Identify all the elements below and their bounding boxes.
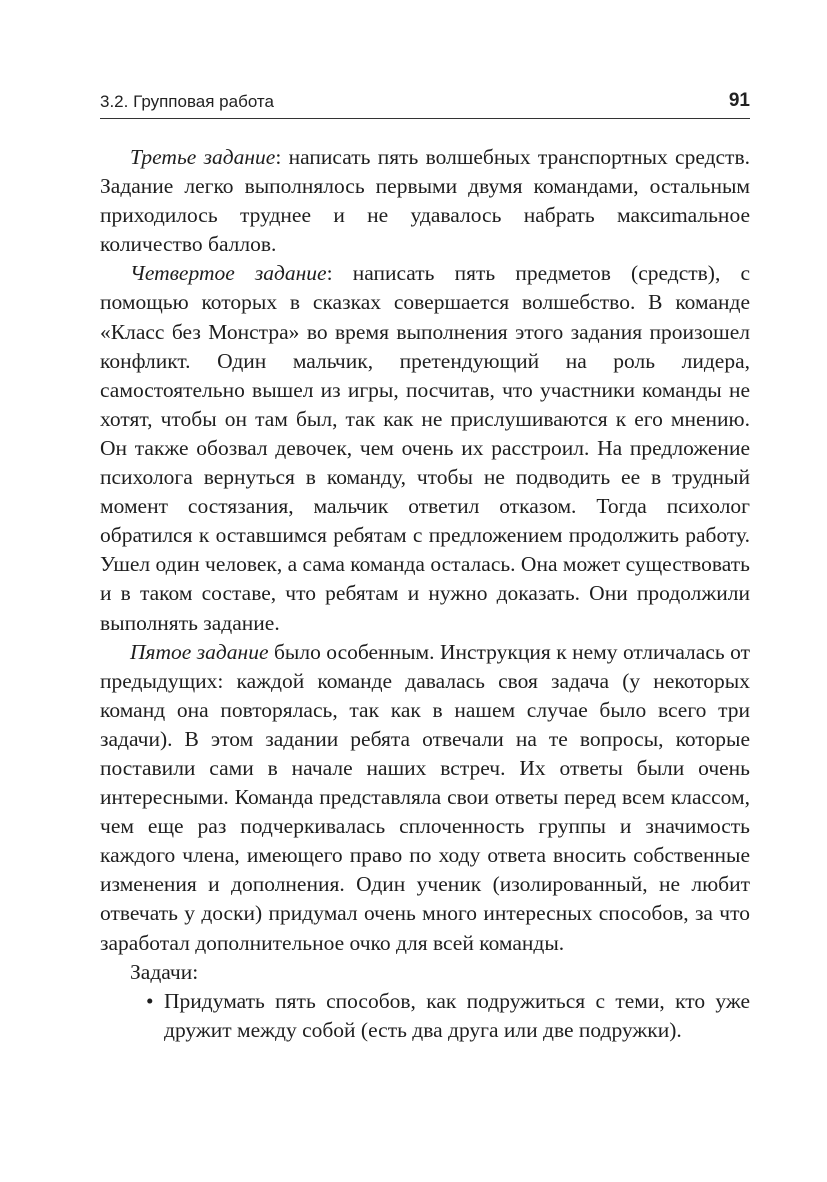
- tasks-list: [100, 987, 750, 1045]
- paragraph-task-5: [100, 638, 750, 958]
- task-4-text: : написать пять предметов (средств), с помощью которых в сказках совершается волшебство. В команде «Класс без Монстра» во время выполнения этого задания произошел конфликт. Один мальчик, претендующий на роль лидера, самостоятельно вышел из игры, посчитав, что участники команды не хотят, чтобы он там был, так как не прислушиваются к его мнению. Он также обозвал девочек, чем очень их расстроил. На предложение психолога вернуться в команду, чтобы не подводить ее в трудный момент состязания, мальчик ответил отказом. Тогда психолог обратился к оставшимся ребятам с предложением продолжить работу. Ушел один человек, а сама команда осталась. Она может существовать и в таком составе, что ребятам и нужно доказать. Они продолжили выполнять задание.: [100, 261, 750, 635]
- list-item: • Придумать пять способов, как подружиться с теми, кто уже дружит между собой (есть два друга или две подружки).: [164, 987, 750, 1045]
- tasks-label: Задачи:: [130, 959, 199, 984]
- task-5-text: было особенным. Инструкция к нему отличалась от предыдущих: каждой команде давалась своя задача (у некоторых команд она повторялась, так как в нашем случае было всего три задачи). В этом задании ребята отвечали на те вопросы, которые поставили сами в начале наших встреч. Их ответы были очень интересными. Команда представляла свои ответы перед всем классом, чем еще раз подчеркивалась сплоченность группы и значимость каждого члена, имеющего право по ходу ответа вносить собственные изменения и дополнения. Один ученик (изолированный, не любит отвечать у доски) придумал очень много интересных способов, за что заработал дополнительное очко для всей команды.: [100, 639, 750, 955]
- task-3-text: : написать пять волшебных транспортных средств. Задание легко выполнялось первыми двумя командами, остальным приходилось труднее и не удавалось набрать максиmальное количество баллов.: [100, 145, 750, 257]
- task-3-lead: Третье задание: [130, 145, 276, 169]
- task-4-lead: Четвертое задание: [130, 261, 327, 286]
- page-number: 91: [728, 90, 750, 111]
- paragraph-task-4: [100, 259, 750, 637]
- running-header: [100, 90, 750, 119]
- task-5-lead: Пятое задание: [130, 639, 269, 664]
- paragraph-task-3: [100, 143, 750, 259]
- section-title: 3.2. Групповая работа: [100, 92, 274, 111]
- body-text: [100, 143, 750, 1045]
